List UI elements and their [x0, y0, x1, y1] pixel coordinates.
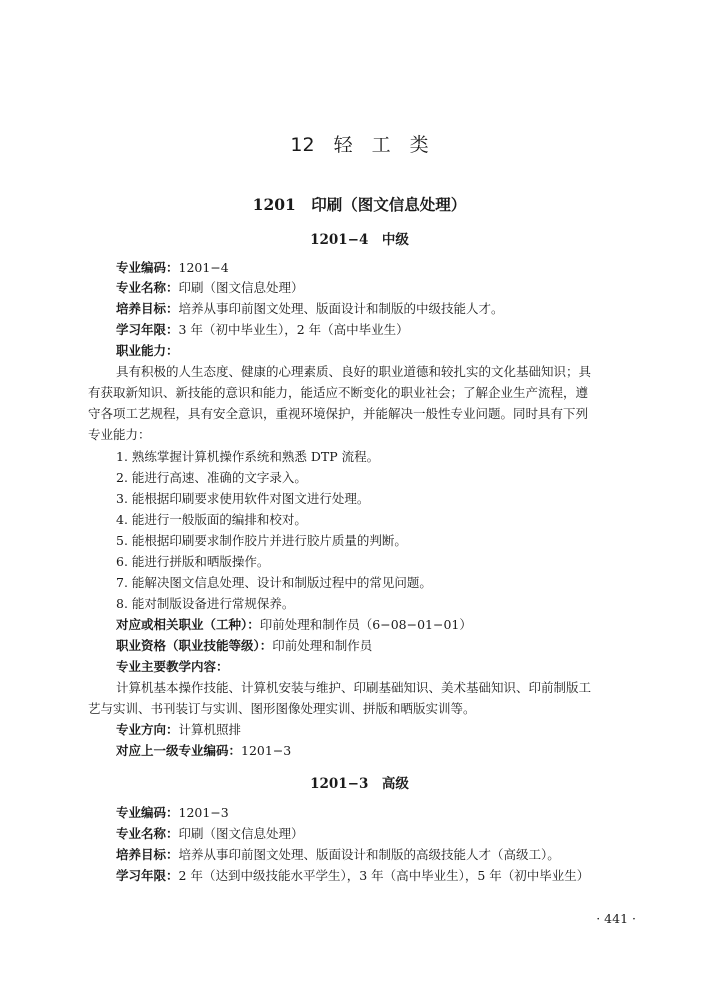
middle-job-row — [116, 615, 663, 635]
level-title-senior: 1201−3 高级 — [310, 776, 409, 792]
ability-item: 5. 能根据印刷要求制作胶片并进行胶片质量的判断。 — [116, 533, 407, 548]
field-label: 学习年限： — [116, 868, 179, 883]
field-value: 培养从事印前图文处理、版面设计和制版的中级技能人才。 — [178, 301, 504, 316]
ability-item: 1. 熟练掌握计算机操作系统和熟悉 DTP 流程。 — [116, 449, 380, 464]
field-label: 专业名称： — [116, 280, 179, 295]
field-value: 1201−3 — [178, 805, 229, 820]
senior-years-row — [116, 866, 663, 886]
page-number: · 441 · — [596, 911, 636, 926]
field-label: 专业名称： — [116, 826, 179, 841]
field-value: 培养从事印前图文处理、版面设计和制版的高级技能人才（高级工）。 — [178, 847, 560, 862]
field-label: 职业能力： — [116, 343, 179, 358]
level-title-middle: 1201−4 中级 — [310, 232, 409, 248]
field-value: 1201−3 — [241, 743, 292, 758]
field-label: 培养目标： — [116, 847, 179, 862]
field-label: 对应上一级专业编码： — [116, 743, 242, 758]
paragraph-line: 专业能力： — [88, 427, 151, 442]
field-label: 专业编码： — [116, 805, 179, 820]
field-label: 专业编码： — [116, 260, 179, 275]
paragraph-line: 艺与实训、书刊装订与实训、图形图像处理实训、拼版和晒版实训等。 — [88, 701, 476, 716]
field-value: 2 年（达到中级技能水平学生），3 年（高中毕业生），5 年（初中毕业生） — [178, 868, 590, 883]
field-label: 专业方向： — [116, 722, 179, 737]
field-label: 职业资格（职业技能等级）： — [116, 638, 273, 653]
paragraph-line: 有获取新知识、新技能的意识和能力，能适应不断变化的职业社会；了解企业生产流程，遵 — [88, 385, 589, 400]
paragraph-line: 具有积极的人生态度、健康的心理素质、良好的职业道德和较扎实的文化基础知识；具 — [116, 364, 592, 379]
senior-code-row — [116, 803, 663, 823]
middle-name-row — [116, 278, 663, 298]
field-value: 印刷（图文信息处理） — [178, 280, 304, 295]
middle-direction-row — [116, 720, 663, 740]
middle-ability-label-row — [116, 341, 663, 361]
middle-goal-row — [116, 299, 663, 319]
paragraph-line: 守各项工艺规程，具有安全意识，重视环境保护，并能解决一般性专业问题。同时具有下列 — [88, 406, 589, 421]
field-value: 印前处理和制作员 — [272, 638, 373, 653]
ability-item: 6. 能进行拼版和晒版操作。 — [116, 554, 270, 569]
field-value: 计算机照排 — [178, 722, 242, 737]
ability-item: 3. 能根据印刷要求使用软件对图文进行处理。 — [116, 491, 370, 506]
middle-upper-code-row — [116, 741, 663, 761]
senior-name-row — [116, 824, 663, 844]
ability-item: 4. 能进行一般版面的编排和校对。 — [116, 512, 307, 527]
ability-item: 8. 能对制版设备进行常规保养。 — [116, 596, 295, 611]
ability-item: 2. 能进行高速、准确的文字录入。 — [116, 470, 307, 485]
field-label: 专业主要教学内容： — [116, 659, 229, 674]
middle-years-row — [116, 320, 663, 340]
field-label: 对应或相关职业（工种）： — [116, 617, 260, 632]
field-label: 学习年限： — [116, 322, 179, 337]
paragraph-line: 计算机基本操作技能、计算机安装与维护、印刷基础知识、美术基础知识、印前制版工 — [116, 680, 592, 695]
field-value: 1201−4 — [178, 260, 229, 275]
middle-qualification-row — [116, 636, 663, 656]
chapter-title: 12 轻 工 类 — [290, 134, 429, 156]
middle-code-row — [116, 258, 663, 278]
section-title: 1201 印刷（图文信息处理） — [252, 195, 467, 214]
field-value: 3 年（初中毕业生），2 年（高中毕业生） — [178, 322, 409, 337]
senior-goal-row — [116, 845, 663, 865]
field-value: 印刷（图文信息处理） — [178, 826, 304, 841]
ability-item: 7. 能解决图文信息处理、设计和制版过程中的常见问题。 — [116, 575, 432, 590]
field-label: 培养目标： — [116, 301, 179, 316]
middle-content-label-row — [116, 657, 663, 677]
field-value: 印前处理和制作员（6−08−01−01） — [259, 617, 472, 632]
